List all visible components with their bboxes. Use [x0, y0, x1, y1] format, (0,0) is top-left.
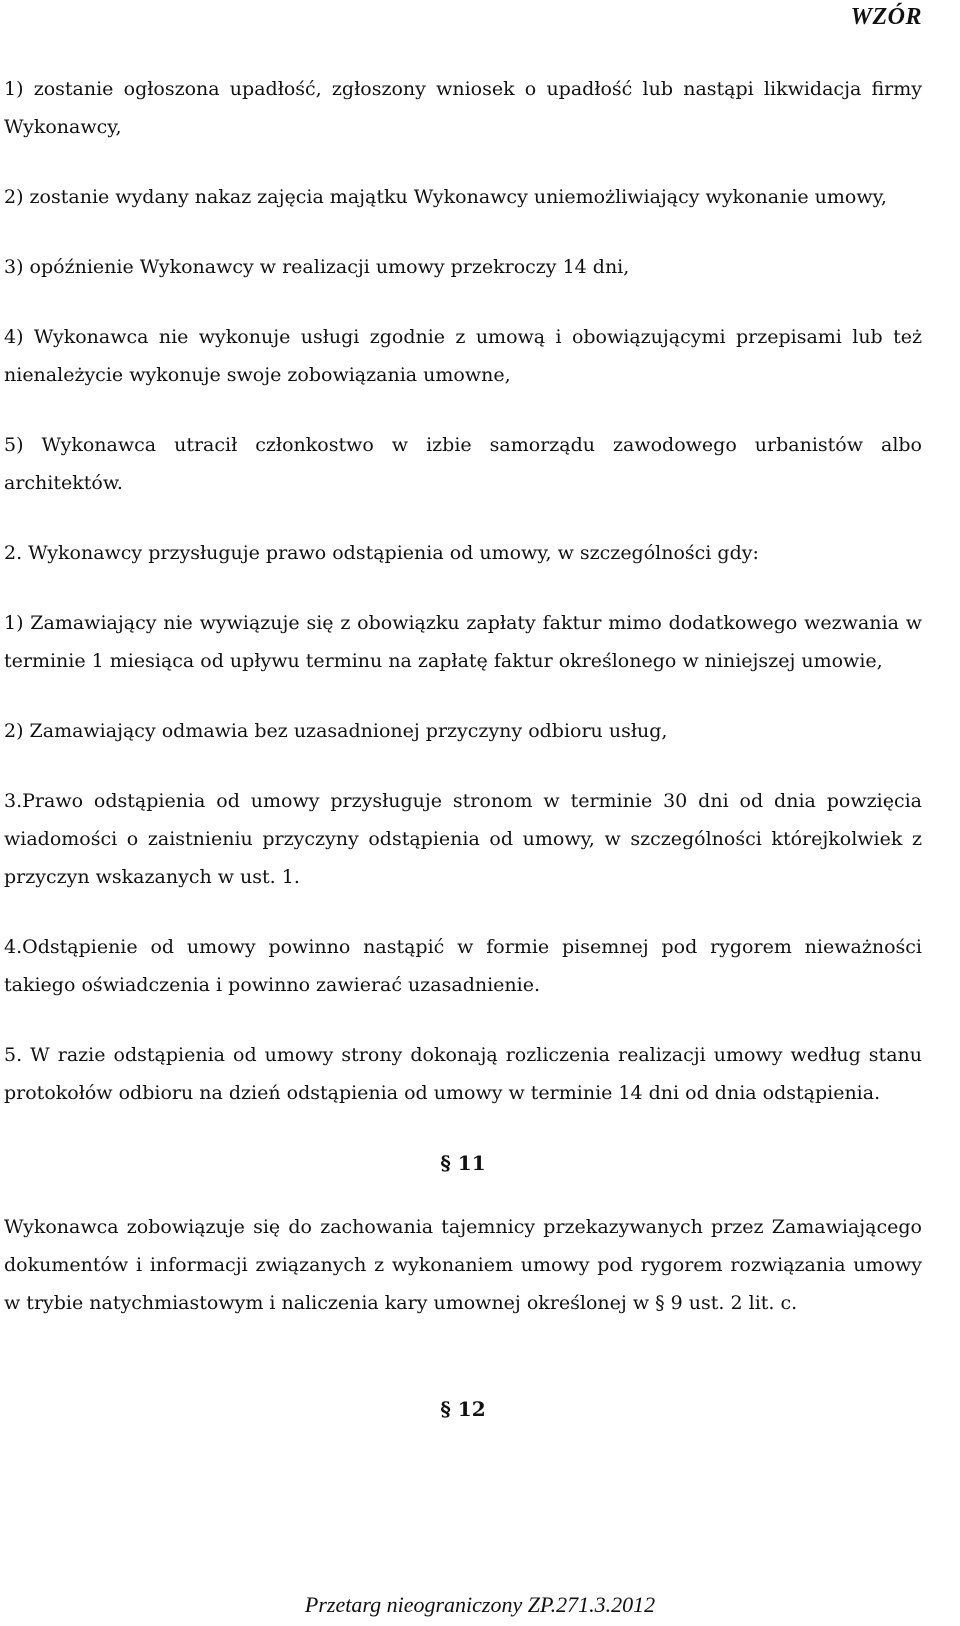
document-stamp: WZÓR: [850, 4, 922, 30]
paragraph-4: 4) Wykonawca nie wykonuje usługi zgodnie z umową i obowiązującymi przepisami lub też nienależycie wykonuje swoje zobowiązania umowne,: [4, 326, 922, 386]
document-body: [4, 70, 922, 1454]
paragraph-8: 2) Zamawiający odmawia bez uzasadnionej przyczyny odbioru usług,: [4, 720, 668, 742]
paragraph-2: 2) zostanie wydany nakaz zajęcia majątku Wykonawcy uniemożliwiający wykonanie umowy,: [4, 186, 887, 208]
section-11-heading: § 11: [440, 1151, 486, 1175]
paragraph-1: 1) zostanie ogłoszona upadłość, zgłoszony wniosek o upadłość lub nastąpi likwidacja firmy Wykonawcy,: [4, 78, 922, 138]
section-12-heading: § 12: [440, 1397, 486, 1421]
page-footer: Przetarg nieograniczony ZP.271.3.2012: [304, 1592, 656, 1617]
paragraph-11: 5. W razie odstąpienia od umowy strony dokonają rozliczenia realizacji umowy według stanu protokołów odbioru na dzień odstąpienia od umowy w terminie 14 dni od dnia odstąpienia.: [4, 1044, 922, 1104]
paragraph-3: 3) opóźnienie Wykonawcy w realizacji umowy przekroczy 14 dni,: [4, 256, 630, 278]
paragraph-7: 1) Zamawiający nie wywiązuje się z obowiązku zapłaty faktur mimo dodatkowego wezwania w terminie 1 miesiąca od upływu terminu na zapłatę faktur określonego w niniejszej umowie,: [4, 612, 922, 672]
paragraph-5: 5) Wykonawca utracił członkostwo w izbie samorządu zawodowego urbanistów albo architektów.: [4, 434, 922, 494]
section-11-text: Wykonawca zobowiązuje się do zachowania tajemnicy przekazywanych przez Zamawiającego dokumentów i informacji związanych z wykonaniem umowy pod rygorem rozwiązania umowy w trybie natychmiastowym i naliczenia kary umownej określonej w § 9 ust. 2 lit. c.: [4, 1216, 922, 1314]
paragraph-10: 4.Odstąpienie od umowy powinno nastąpić w formie pisemnej pod rygorem nieważności takiego oświadczenia i powinno zawierać uzasadnienie.: [4, 936, 922, 996]
paragraph-6: 2. Wykonawcy przysługuje prawo odstąpienia od umowy, w szczególności gdy:: [4, 542, 759, 564]
paragraph-9: 3.Prawo odstąpienia od umowy przysługuje stronom w terminie 30 dni od dnia powzięcia wiadomości o zaistnieniu przyczyny odstąpienia od umowy, w szczególności którejkolwiek z przyczyn wskazanych w ust. 1.: [4, 790, 922, 888]
